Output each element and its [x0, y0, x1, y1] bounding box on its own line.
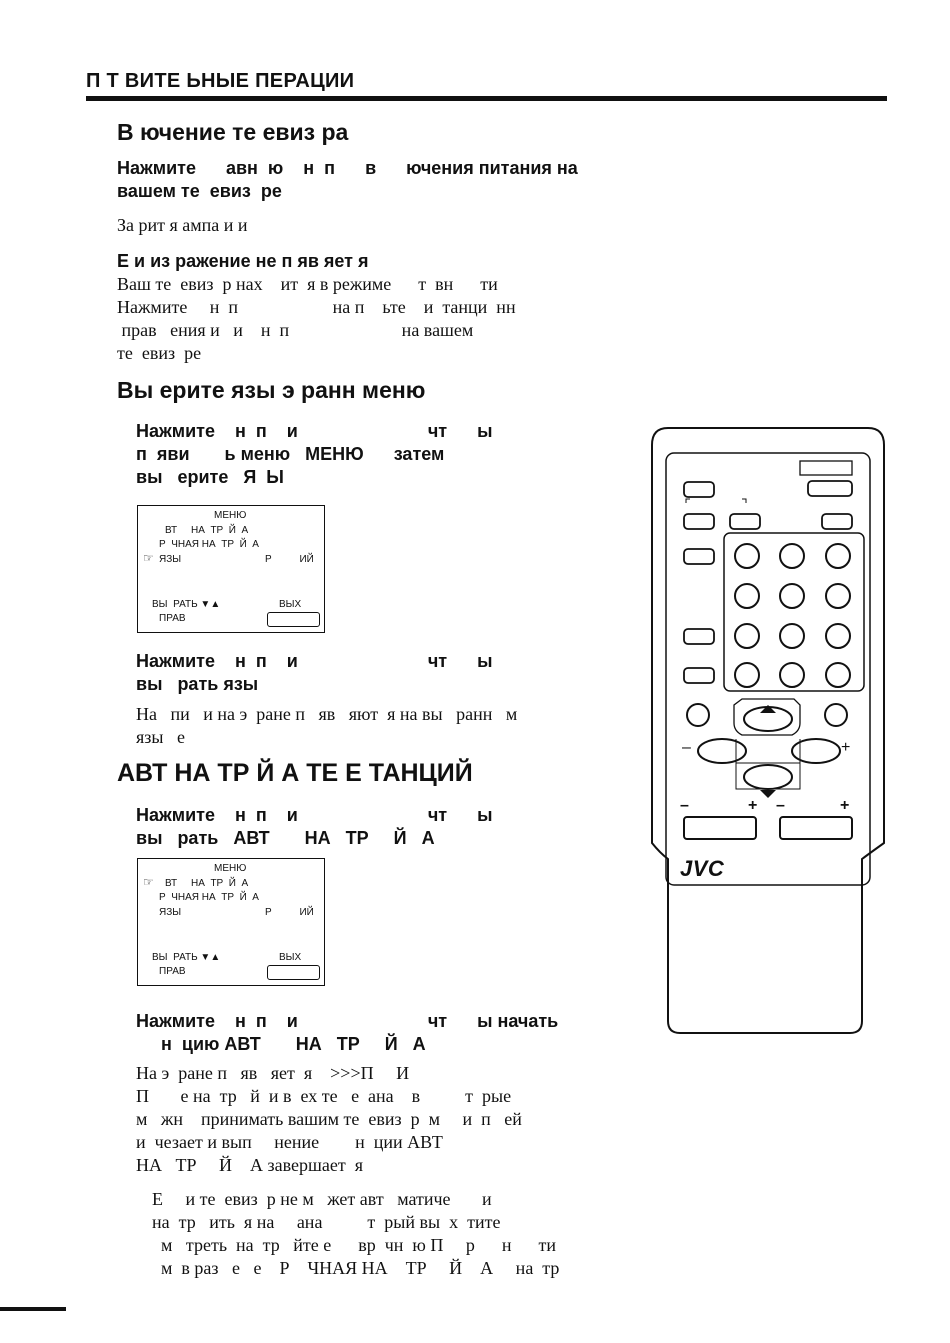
- arrow-down-icon: [760, 790, 776, 798]
- arrow-up-icon: [760, 705, 776, 713]
- auto-tuning-step-1: [136, 804, 492, 850]
- footer-rule: [0, 1307, 66, 1311]
- auto-tuning-body-line-4: и чезает и вып нение н ции АВТ: [136, 1132, 443, 1152]
- power-on-instruction-line-2: вашем те евиз ре: [117, 181, 282, 201]
- number-pad: [735, 544, 850, 687]
- volume-down-button[interactable]: [698, 739, 746, 763]
- osd-item-language: ЯЗЫ: [159, 554, 182, 565]
- no-image-subheading: Е и из ражение не п яв яет я: [117, 251, 369, 271]
- auto-tuning-body-line-5: НА ТР Й А завершает я: [136, 1155, 363, 1175]
- indicator-window: [800, 461, 852, 475]
- remote-round-button-right[interactable]: [825, 704, 847, 726]
- volume-minus-sign: –: [682, 739, 691, 756]
- auto-tuning-step-2: [136, 1010, 558, 1056]
- osd-exit-button-frame: [267, 965, 320, 980]
- standby-body-line-4: те евиз ре: [117, 343, 202, 363]
- section-heading-power-on: В ючение те евиз ра: [117, 119, 349, 145]
- language-note-line-2: язы е: [136, 727, 185, 747]
- language-step-1-line-3: вы ерите Я Ы: [136, 467, 284, 487]
- power-button[interactable]: [808, 481, 852, 496]
- ch-plus-label: +: [840, 797, 850, 814]
- language-step-1-line-2: п яви ь меню МЕНЮ затем: [136, 444, 445, 464]
- auto-tuning-note-line-4: м в раз е е Р ЧНАЯ НА ТР Й А на тр: [152, 1258, 560, 1278]
- page-header-title: П Т ВИТЕ ЬНЫЕ ПЕРАЦИИ: [86, 70, 355, 92]
- osd-menu-title: МЕНЮ: [214, 863, 247, 874]
- osd-menu-title: МЕНЮ: [214, 510, 247, 521]
- auto-tuning-step-2-line-1: Нажмите н п и чт ы начать: [136, 1011, 559, 1031]
- remote-button-left-col-3[interactable]: [684, 668, 714, 683]
- auto-tuning-body-line-1: На э ране п яв яет я >>>П И: [136, 1063, 410, 1083]
- osd-item-auto-tuning: ВТ НА ТР Й А: [165, 525, 249, 536]
- auto-tuning-step-1-line-2: вы рать АВТ НА ТР Й А: [136, 828, 435, 848]
- osd-menu-language: [137, 505, 325, 633]
- osd-item-manual-tuning: Р ЧНАЯ НА ТР Й А: [159, 539, 259, 550]
- osd-item-language: ЯЗЫ: [159, 907, 182, 918]
- channel-rocker[interactable]: [780, 817, 852, 839]
- language-step-1-line-1: Нажмите н п и чт ы: [136, 421, 493, 441]
- auto-tuning-step-2-line-2: н цию АВТ НА ТР Й А: [136, 1034, 426, 1054]
- jvc-logo: JVC: [680, 856, 725, 881]
- remote-button-top-left[interactable]: [684, 482, 714, 497]
- auto-tuning-body: [136, 1062, 522, 1177]
- language-step-2: [136, 650, 492, 696]
- auto-tuning-body-line-3: м жн принимать вашим те евиз р м и п ей: [136, 1109, 522, 1129]
- osd-select-label: ВЫ РАТЬ ▼▲: [152, 952, 221, 963]
- auto-tuning-note-line-1: Е и те евиз р не м жет авт матиче и: [152, 1189, 492, 1209]
- power-on-instruction: [117, 157, 578, 203]
- power-on-instruction-line-1: Нажмите авн ю н п в ючения питания на: [117, 158, 578, 178]
- remote-button-row2-right[interactable]: [822, 514, 852, 529]
- header-rule: [86, 96, 887, 101]
- section-heading-language: Вы ерите язы э ранн меню: [117, 377, 426, 403]
- language-note: [136, 703, 517, 749]
- vol-minus-label: –: [680, 797, 689, 814]
- volume-up-button[interactable]: [792, 739, 840, 763]
- osd-select-text: ВЫ РАТЬ: [152, 599, 198, 610]
- section-heading-auto-tuning: АВТ НА ТР Й А ТЕ Е ТАНЦИЙ: [117, 759, 473, 787]
- osd-exit-label: ВЫХ: [279, 952, 302, 963]
- osd-adjust-label: ПРАВ: [159, 613, 186, 624]
- auto-tuning-body-line-2: П е на тр й и в ех те е ана в т рые: [136, 1086, 512, 1106]
- pointer-hand-icon: ☞: [143, 551, 154, 565]
- language-step-1: [136, 420, 492, 489]
- remote-button-row2-left[interactable]: [684, 514, 714, 529]
- auto-tuning-note-line-3: м треть на тр йте е вр чн ю П р н ти: [152, 1235, 556, 1255]
- auto-tuning-step-1-line-1: Нажмите н п и чт ы: [136, 805, 493, 825]
- remote-button-left-col-2[interactable]: [684, 629, 714, 644]
- remote-round-button-left[interactable]: [687, 704, 709, 726]
- number-pad-panel: [724, 533, 864, 691]
- language-step-2-line-2: вы рать язы: [136, 674, 259, 694]
- bracket-marks: [686, 499, 746, 503]
- volume-rocker[interactable]: [684, 817, 756, 839]
- osd-exit-label: ВЫХ: [279, 599, 302, 610]
- ch-minus-label: –: [776, 797, 785, 814]
- remote-control-illustration: [650, 423, 886, 1036]
- osd-menu-auto-tuning: [137, 858, 325, 986]
- osd-item-manual-tuning: Р ЧНАЯ НА ТР Й А: [159, 892, 259, 903]
- osd-item-language-value: Р ИЙ: [265, 554, 314, 565]
- vol-plus-label: +: [748, 797, 758, 814]
- osd-select-label: ВЫ РАТЬ ▼▲: [152, 599, 221, 610]
- remote-control-svg: [650, 423, 886, 1036]
- remote-button-left-col-1[interactable]: [684, 549, 714, 564]
- remote-inner-panel: [666, 453, 870, 885]
- lamp-note: За рит я ампа и и: [117, 215, 248, 235]
- standby-body-line-2: Нажмите н п на п ьте и танци нн: [117, 297, 516, 317]
- language-step-2-line-1: Нажмите н п и чт ы: [136, 651, 493, 671]
- osd-adjust-label: ПРАВ: [159, 966, 186, 977]
- osd-item-language-value: Р ИЙ: [265, 907, 314, 918]
- auto-tuning-note-line-2: на тр ить я на ана т рый вы х тите: [152, 1212, 501, 1232]
- osd-exit-button-frame: [267, 612, 320, 627]
- channel-down-button[interactable]: [744, 765, 792, 789]
- standby-body-line-3: прав ения и и н п на вашем: [117, 320, 474, 340]
- volume-plus-sign: +: [841, 739, 851, 756]
- standby-body-line-1: Ваш те евиз р нах ит я в режиме т вн ти: [117, 274, 498, 294]
- language-note-line-1: На пи и на э ране п яв яют я на вы ранн м: [136, 704, 518, 724]
- remote-button-row2-mid[interactable]: [730, 514, 760, 529]
- standby-body: [117, 273, 516, 365]
- osd-select-text: ВЫ РАТЬ: [152, 952, 198, 963]
- osd-item-auto-tuning: ВТ НА ТР Й А: [165, 878, 249, 889]
- pointer-hand-icon: ☞: [143, 875, 154, 889]
- auto-tuning-note: [152, 1188, 559, 1280]
